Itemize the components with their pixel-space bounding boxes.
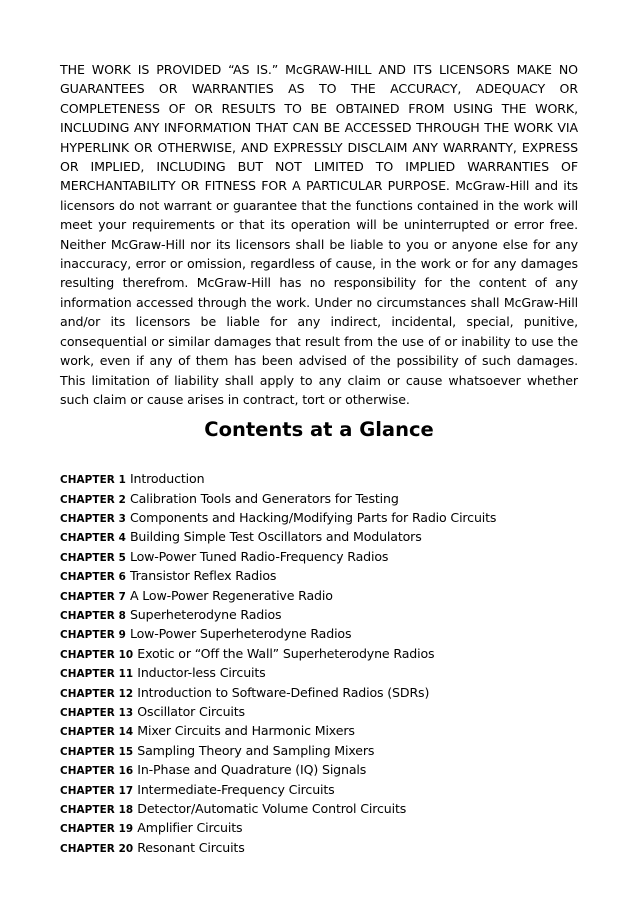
chapter-entry: [60, 489, 578, 508]
chapter-label: CHAPTER 5: [60, 551, 126, 564]
chapter-entry: [60, 721, 578, 740]
chapter-label: CHAPTER 15: [60, 745, 134, 758]
chapter-title: Introduction: [129, 471, 205, 487]
chapter-title: Sampling Theory and Sampling Mixers: [137, 742, 375, 758]
chapter-label: CHAPTER 7: [60, 590, 126, 603]
chapter-title: A Low-Power Regenerative Radio: [129, 587, 333, 603]
chapter-label: CHAPTER 13: [60, 707, 134, 719]
chapter-entry: [60, 702, 578, 721]
chapter-entry: [60, 566, 578, 585]
chapter-title: Intermediate-Frequency Circuits: [137, 781, 335, 797]
chapter-label: CHAPTER 20: [60, 842, 134, 855]
legal-disclaimer: THE WORK IS PROVIDED “AS IS.” McGRAW-HILL AND ITS LICENSORS MAKE NO GUARANTEES OR WARRANTIES AS TO THE ACCURACY, ADEQUACY OR COMPLETENESS OF OR RESULTS TO BE OBTAINED FROM USING THE WORK, INCLUDING ANY INFORMATION THAT CAN BE ACCESSED THROUGH THE WORK VIA HYPERLINK OR OTHERWISE, AND EXPRESSLY DISCLAIM ANY WARRANTY, EXPRESS OR IMPLIED, INCLUDING BUT NOT LIMITED TO IMPLIED WARRANTIES OF MERCHANTABILITY OR FITNESS FOR A PARTICULAR PURPOSE. McGraw-Hill and its licensors do not warrant or guarantee that the functions contained in the work will meet your requirements or that its operation will be uninterrupted or error free. Neither McGraw-Hill nor its licensors shall be liable to you or anyone else for any inaccuracy, error or omission, regardless of cause, in the work or for any damages resulting therefrom. McGraw-Hill has no responsibility for the content of any information accessed through the work. Under no circumstances shall McGraw-Hill and/or its licensors be liable for any indirect, incidental, special, punitive, consequential or similar damages that result from the use of or inability to use the work, even if any of them has been advised of the possibility of such damages. This limitation of liability shall apply to any claim or cause whatsoever whether such claim or cause arises in contract, tort or otherwise.: [60, 62, 578, 407]
chapter-title: Exotic or “Off the Wall” Superheterodyne Radios: [137, 645, 435, 661]
chapter-title: Components and Hacking/Modifying Parts for Radio Circuits: [129, 510, 497, 526]
chapter-title: Introduction to Software-Defined Radios (SDRs): [137, 684, 430, 700]
chapter-entry: [60, 683, 578, 702]
chapter-entry: [60, 508, 578, 527]
chapter-label: CHAPTER 8: [60, 610, 126, 623]
chapter-entry: [60, 644, 578, 663]
chapter-entry: [60, 663, 578, 682]
chapter-title: Detector/Automatic Volume Control Circuits: [137, 800, 407, 816]
chapter-entry: [60, 586, 578, 605]
chapter-entry: [60, 818, 578, 837]
chapter-list: [60, 469, 578, 857]
chapter-entry: [60, 838, 578, 857]
chapter-label: CHAPTER 11: [60, 668, 134, 681]
chapter-label: CHAPTER 12: [60, 687, 134, 700]
chapter-title: Low-Power Superheterodyne Radios: [129, 626, 352, 642]
chapter-title: Transistor Reflex Radios: [129, 568, 277, 584]
chapter-title: Amplifier Circuits: [137, 820, 243, 836]
chapter-label: CHAPTER 10: [60, 648, 134, 661]
chapter-label: CHAPTER 14: [60, 726, 134, 739]
chapter-title: Oscillator Circuits: [137, 704, 245, 719]
chapter-entry: [60, 624, 578, 643]
chapter-entry: [60, 799, 578, 818]
chapter-title: Building Simple Test Oscillators and Modulators: [129, 529, 422, 545]
chapter-title: Mixer Circuits and Harmonic Mixers: [137, 723, 355, 739]
chapter-entry: [60, 527, 578, 546]
chapter-title: Low-Power Tuned Radio-Frequency Radios: [129, 548, 389, 564]
chapter-label: CHAPTER 18: [60, 803, 134, 816]
contents-heading: Contents at a Glance: [204, 418, 434, 442]
chapter-label: CHAPTER 16: [60, 765, 134, 778]
chapter-label: CHAPTER 4: [60, 532, 126, 545]
chapter-entry: [60, 547, 578, 566]
chapter-label: CHAPTER 17: [60, 784, 134, 797]
chapter-label: CHAPTER 2: [60, 493, 126, 506]
chapter-label: CHAPTER 1: [60, 474, 126, 487]
chapter-title: In-Phase and Quadrature (IQ) Signals: [137, 762, 367, 778]
chapter-title: Calibration Tools and Generators for Testing: [129, 490, 399, 506]
chapter-title: Superheterodyne Radios: [129, 607, 282, 623]
chapter-entry: [60, 605, 578, 624]
chapter-entry: [60, 741, 578, 760]
chapter-label: CHAPTER 9: [60, 629, 126, 642]
chapter-entry: [60, 780, 578, 799]
chapter-title: Inductor-less Circuits: [137, 665, 266, 681]
chapter-label: CHAPTER 19: [60, 823, 134, 836]
chapter-entry: [60, 760, 578, 779]
chapter-label: CHAPTER 3: [60, 513, 126, 526]
chapter-title: Resonant Circuits: [137, 839, 245, 855]
chapter-entry: [60, 469, 578, 488]
chapter-label: CHAPTER 6: [60, 571, 126, 584]
